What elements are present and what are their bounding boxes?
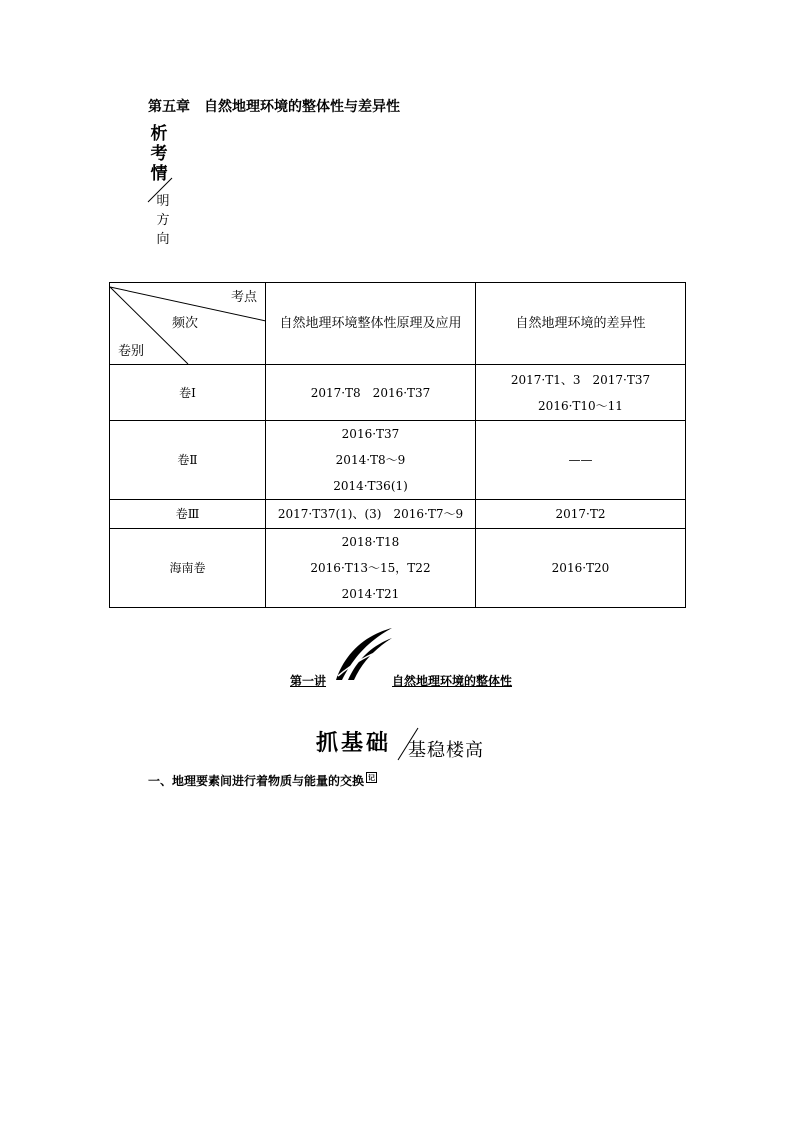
table-header-row [110,283,686,365]
table-corner-cell [110,283,266,365]
section-banner-bold: 抓基础 [316,730,392,756]
badge-char: 明 [156,194,170,209]
exam-frequency-table [109,282,686,608]
section-banner-light: 基稳楼高 [408,740,484,761]
note-marker: 记 [368,773,376,782]
badge-light-text [155,192,171,249]
row-label: 卷Ⅱ [110,421,266,500]
table-cell: 2016·T20 [476,529,686,608]
corner-label-frequency: 频次 [172,316,199,331]
corner-label-paper: 卷别 [118,344,145,359]
section-heading: 一、地理要素间进行着物质与能量的交换 $^记$ [148,773,376,788]
badge-char: 析 [150,124,168,144]
badge-char: 向 [156,232,170,247]
badge-char: 情 [150,164,168,184]
table-row [110,500,686,529]
lecture-swoosh-icon [332,626,394,684]
badge-char: 考 [150,144,168,164]
row-label: 卷Ⅰ [110,365,266,421]
table-cell: 2017·T37(1)、(3) 2016·T7～9 [266,500,476,529]
column-header: 自然地理环境的差异性 [476,283,686,365]
table-cell: —— [476,421,686,500]
table-cell: 2018·T18 2016·T13～15，T22 2014·T21 [266,529,476,608]
table-cell: 2016·T37 2014·T8～9 2014·T36(1) [266,421,476,500]
row-label: 海南卷 [110,529,266,608]
lecture-number: 第一讲 [290,674,327,688]
table-cell: 2017·T1、3 2017·T37 2016·T10～11 [476,365,686,421]
badge-char: 方 [156,213,170,228]
table-row [110,365,686,421]
table-row [110,529,686,608]
chapter-title: 第五章 自然地理环境的整体性与差异性 [148,99,400,115]
column-header: 自然地理环境整体性原理及应用 [266,283,476,365]
table-cell: 2017·T8 2016·T37 [266,365,476,421]
table-row [110,421,686,500]
table-cell: 2017·T2 [476,500,686,529]
lecture-title: 自然地理环境的整体性 [392,674,513,688]
corner-label-topic: 考点 [230,290,257,305]
row-label: 卷Ⅲ [110,500,266,529]
